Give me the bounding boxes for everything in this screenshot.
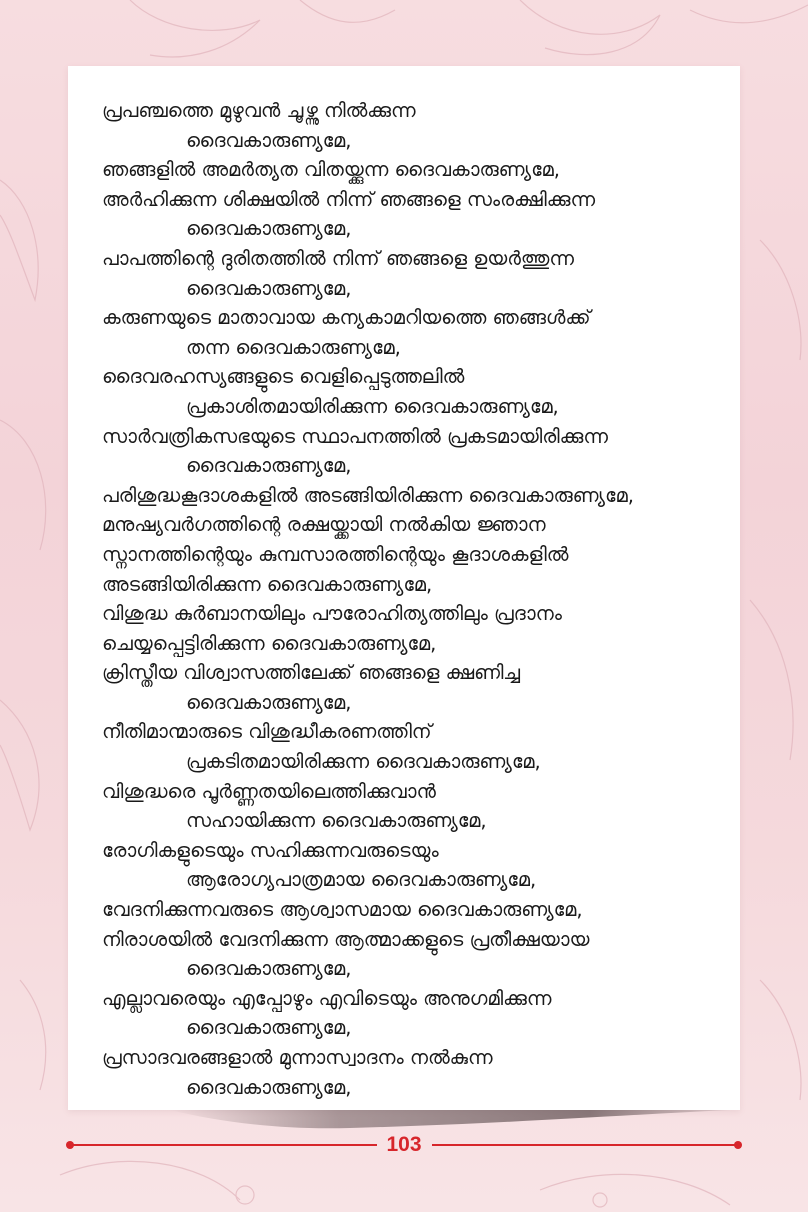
text-line: ഞങ്ങളിൽ അമർത്യത വിതയ്ക്കുന്ന ദൈവകാരുണ്യമേ, bbox=[102, 158, 560, 182]
text-line: വിശുദ്ധരെ പൂർണ്ണതയിലെത്തിക്കുവാൻ bbox=[102, 779, 436, 803]
text-line: എല്ലാവരെയും എപ്പോഴും എവിടെയും അനുഗമിക്കുന്ന bbox=[102, 986, 552, 1010]
text-line: അർഹിക്കുന്ന ശിക്ഷയിൽ നിന്ന് ഞങ്ങളെ സംരക്ഷിക്കുന്ന bbox=[102, 187, 596, 211]
footer-right-dot bbox=[734, 1141, 742, 1149]
text-line: ചെയ്യപ്പെട്ടിരിക്കുന്ന ദൈവകാരുണ്യമേ, bbox=[102, 631, 437, 655]
footer-right-rule bbox=[432, 1144, 737, 1146]
text-line: ദൈവകാരുണ്യമേ, bbox=[186, 454, 352, 478]
text-line: സാർവത്രികസഭയുടെ സ്ഥാപനത്തിൽ പ്രകടമായിരിക്കുന്ന bbox=[102, 424, 608, 448]
body-text bbox=[102, 96, 732, 1102]
text-line: ദൈവകാരുണ്യമേ, bbox=[186, 276, 352, 300]
text-line: രോഗികളുടെയും സഹിക്കുന്നവരുടെയും bbox=[102, 838, 439, 862]
text-line: ദൈവകാരുണ്യമേ, bbox=[186, 1075, 352, 1099]
text-line: ദൈവകാരുണ്യമേ, bbox=[186, 690, 352, 714]
text-line: ദൈവകാരുണ്യമേ, bbox=[186, 1016, 352, 1040]
text-line: നിരാശയിൽ വേദനിക്കുന്ന ആത്മാക്കളുടെ പ്രതീക്ഷയായ bbox=[102, 927, 590, 951]
text-line: പാപത്തിന്റെ ദുരിതത്തിൽ നിന്ന് ഞങ്ങളെ ഉയർത്തുന്ന bbox=[102, 246, 574, 270]
text-line: പ്രസാദവരങ്ങളാൽ മുന്നാസ്വാദനം നൽകുന്ന bbox=[102, 1046, 493, 1069]
page-number: 103 bbox=[386, 1133, 422, 1156]
text-line: തന്ന ദൈവകാരുണ്യമേ, bbox=[186, 335, 401, 359]
text-line: ദൈവകാരുണ്യമേ, bbox=[186, 217, 352, 241]
text-line: ആരോഗ്യപാത്രമായ ദൈവകാരുണ്യമേ, bbox=[186, 868, 537, 892]
text-line: വിശുദ്ധ കുർബാനയിലും പൗരോഹിത്യത്തിലും പ്രദാനം bbox=[102, 602, 562, 626]
page-footer bbox=[0, 1128, 808, 1162]
text-line: ദൈവരഹസ്യങ്ങളുടെ വെളിപ്പെടുത്തലിൽ bbox=[102, 365, 465, 389]
text-line: കരുണയുടെ മാതാവായ കന്യകാമറിയത്തെ ഞങ്ങൾക്ക് bbox=[102, 306, 591, 330]
text-line: സ്നാനത്തിന്റെയും കുമ്പസാരത്തിന്റെയും കൂദാശകളിൽ bbox=[102, 542, 569, 566]
text-line: ദൈവകാരുണ്യമേ, bbox=[186, 128, 352, 152]
text-line: ക്രിസ്തീയ വിശ്വാസത്തിലേക്ക് ഞങ്ങളെ ക്ഷണിച്ച bbox=[102, 661, 521, 685]
text-line: പരിശുദ്ധകൂദാശകളിൽ അടങ്ങിയിരിക്കുന്ന ദൈവകാരുണ്യമേ, bbox=[102, 483, 634, 507]
text-line: പ്രകാശിതമായിരിക്കുന്ന ദൈവകാരുണ്യമേ, bbox=[186, 394, 559, 418]
text-line: പ്രകടിതമായിരിക്കുന്ന ദൈവകാരുണ്യമേ, bbox=[186, 750, 541, 774]
text-line: ദൈവകാരുണ്യമേ, bbox=[186, 957, 352, 981]
text-line: മനുഷ്യവർഗത്തിന്റെ രക്ഷയ്ക്കായി നൽകിയ ജ്ഞാന bbox=[102, 513, 546, 537]
text-line: സഹായിക്കുന്ന ദൈവകാരുണ്യമേ, bbox=[186, 809, 487, 833]
text-line: അടങ്ങിയിരിക്കുന്ന ദൈവകാരുണ്യമേ, bbox=[102, 572, 433, 596]
text-line: നീതിമാന്മാരുടെ വിശുദ്ധീകരണത്തിന് bbox=[102, 720, 432, 744]
footer-left-rule bbox=[72, 1144, 377, 1146]
text-line: വേദനിക്കുന്നവരുടെ ആശ്വാസമായ ദൈവകാരുണ്യമേ, bbox=[102, 898, 583, 922]
text-line: പ്രപഞ്ചത്തെ മുഴുവൻ ചൂഴ്ന്നു നിൽക്കുന്ന bbox=[102, 99, 416, 122]
